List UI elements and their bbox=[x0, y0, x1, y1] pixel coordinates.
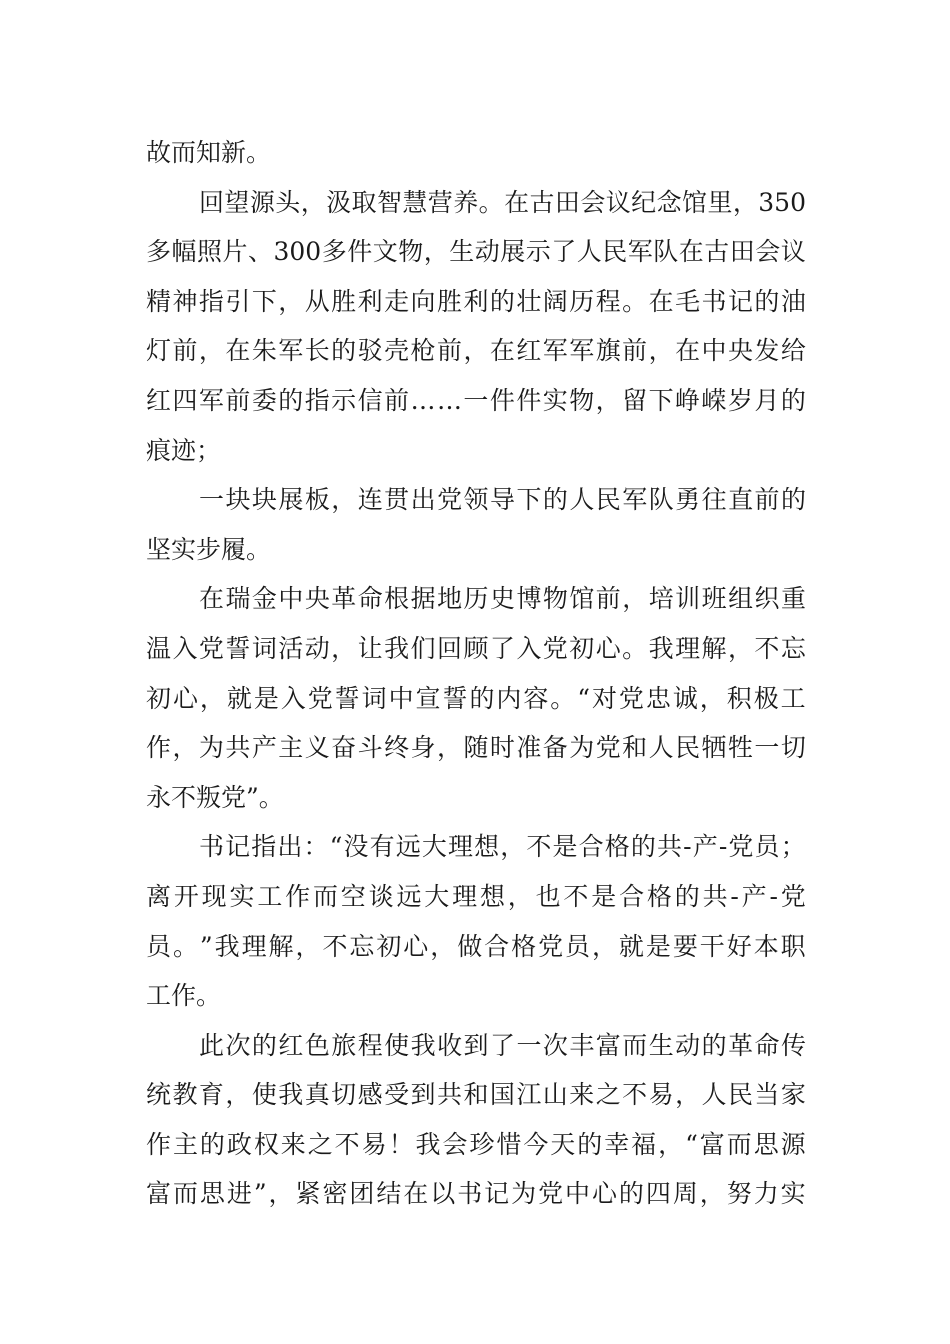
text-line: 红 四 军 前 委 的 指 示 信 前 … … 一 件 件 实 物 ， 留 下 峥 嵘 岁 月 的 bbox=[146, 385, 806, 415]
text-line: 痕迹； bbox=[146, 435, 222, 465]
text-line: 故而知新。 bbox=[146, 138, 272, 167]
text-line: 永不叛党”。 bbox=[146, 782, 284, 812]
text-line: 此 次 的 红 色 旅 程 使 我 收 到 了 一 次 丰 富 而 生 动 的 革 命 传 bbox=[199, 1030, 806, 1060]
text-line: 书 记 指 出 ： “ 没 有 远 大 理 想 ， 不 是 合 格 的 共 - 产 - 党 员 ； bbox=[199, 832, 806, 862]
text-line: 统 教 育 ， 使 我 真 切 感 受 到 共 和 国 江 山 来 之 不 易 ， 人 民 当 家 bbox=[146, 1080, 806, 1110]
text-line: 作 ， 为 共 产 主 义 奋 斗 终 身 ， 随 时 准 备 为 党 和 人 民 牺 牲 一 切 bbox=[146, 733, 806, 763]
document-body bbox=[146, 128, 806, 1219]
text-line: 精 神 指 引 下 ， 从 胜 利 走 向 胜 利 的 壮 阔 历 程 。 在 毛 书 记 的 油 bbox=[146, 286, 806, 316]
text-line: 回 望 源 头 ， 汲 取 智 慧 营 养 。 在 古 田 会 议 纪 念 馆 里 ， 350 bbox=[199, 187, 806, 217]
text-line: 作 主 的 政 权 来 之 不 易 ！ 我 会 珍 惜 今 天 的 幸 福 ， “ 富 而 思 源 bbox=[146, 1129, 806, 1159]
text-line: 员 。 ” 我 理 解 ， 不 忘 初 心 ， 做 合 格 党 员 ， 就 是 要 干 好 本 职 bbox=[146, 931, 806, 961]
text-line: 温 入 党 誓 词 活 动 ， 让 我 们 回 顾 了 入 党 初 心 。 我 理 解 ， 不 忘 bbox=[146, 633, 806, 663]
text-line: 工作。 bbox=[146, 981, 222, 1011]
text-line: 坚实步履。 bbox=[146, 534, 272, 564]
text-line: 富 而 思 进 ” ， 紧 密 团 结 在 以 书 记 为 党 中 心 的 四 周 ， 努 力 实 bbox=[146, 1179, 806, 1209]
text-line: 初 心 ， 就 是 入 党 誓 词 中 宣 誓 的 内 容 。 “ 对 党 忠 诚 ， 积 极 工 bbox=[146, 683, 806, 713]
text-line: 一 块 块 展 板 ， 连 贯 出 党 领 导 下 的 人 民 军 队 勇 往 直 前 的 bbox=[199, 485, 806, 515]
text-line: 多 幅 照 片 、 300 多 件 文 物 ， 生 动 展 示 了 人 民 军 队 在 古 田 会 议 bbox=[146, 237, 806, 267]
text-line: 在 瑞 金 中 央 革 命 根 据 地 历 史 博 物 馆 前 ， 培 训 班 组 织 重 bbox=[199, 584, 806, 614]
text-line: 离 开 现 实 工 作 而 空 谈 远 大 理 想 ， 也 不 是 合 格 的 共 - 产 - 党 bbox=[146, 881, 806, 911]
text-line: 灯 前 ， 在 朱 军 长 的 驳 壳 枪 前 ， 在 红 军 军 旗 前 ， 在 中 央 发 给 bbox=[146, 336, 806, 366]
